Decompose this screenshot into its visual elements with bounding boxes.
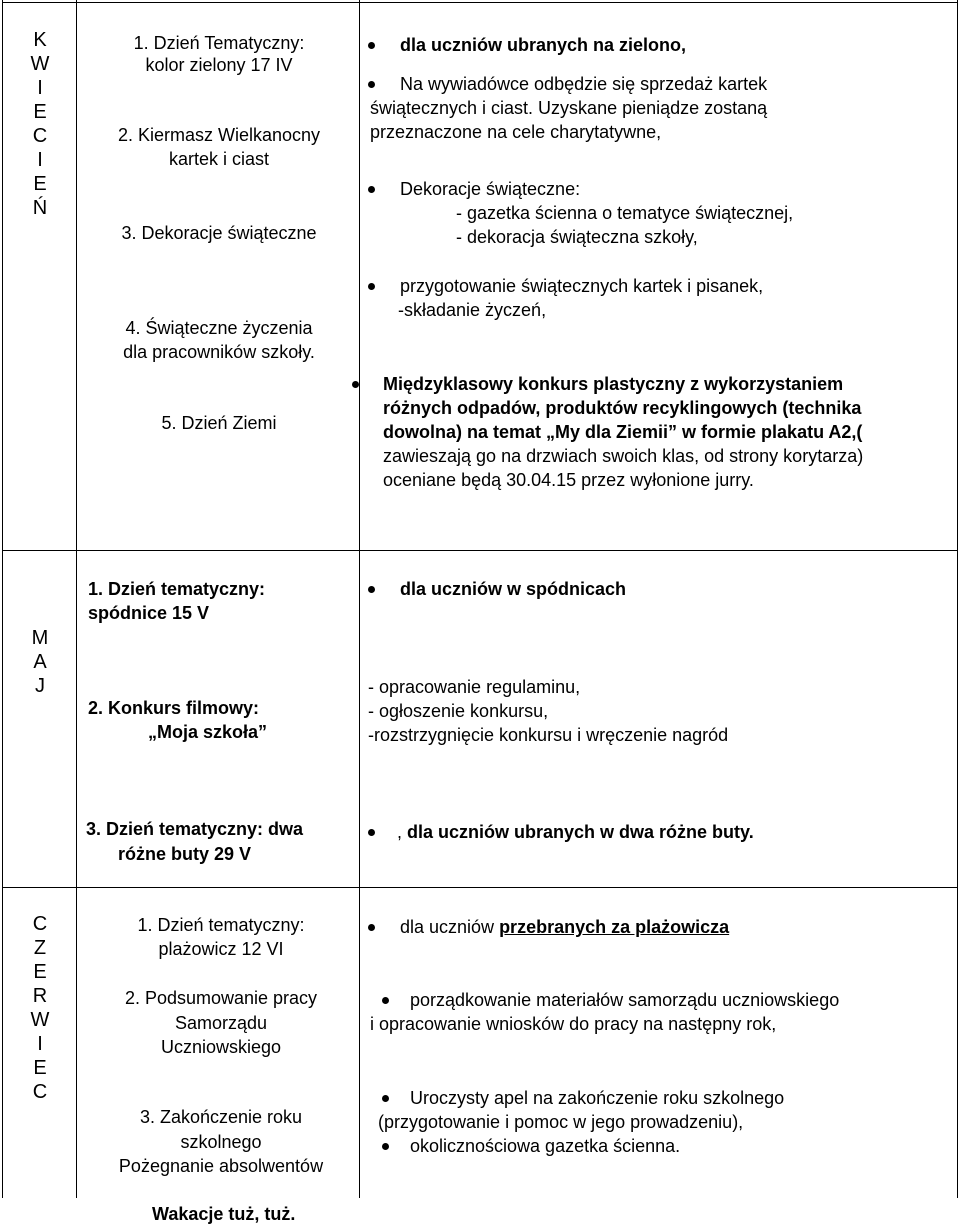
bullet xyxy=(382,997,389,1004)
event-title: plażowicz 12 VI xyxy=(158,939,284,959)
bullet-text: przygotowanie świątecznych kartek i pisanek, xyxy=(400,276,764,296)
bullet xyxy=(368,81,375,88)
bullet xyxy=(368,829,375,836)
month-letter: Ń xyxy=(32,197,48,219)
month-letter: I xyxy=(37,77,43,99)
bullet-text: , dla uczniów ubranych w dwa różne buty. xyxy=(397,822,754,842)
bullet-text: - dekoracja świąteczna szkoły, xyxy=(456,227,698,247)
event-title: 2. Kiermasz Wielkanocny xyxy=(117,125,321,145)
event-title: Samorządu xyxy=(174,1013,268,1033)
bullet-text: oceniane będą 30.04.15 przez wyłonione jurry. xyxy=(383,470,754,490)
bullet-text: dla uczniów w spódnicach xyxy=(400,579,627,599)
bullet-text: (przygotowanie i pomoc w jego prowadzeniu), xyxy=(378,1112,744,1132)
month-letter: Z xyxy=(33,937,47,959)
contest-step: - opracowanie regulaminu, xyxy=(368,677,581,697)
event-title: kolor zielony 17 IV xyxy=(145,55,293,75)
table-border-top xyxy=(2,2,958,3)
bullet-text: i opracowanie wniosków do pracy na następny rok, xyxy=(370,1014,777,1034)
bullet-text: dla uczniów ubranych na zielono, xyxy=(400,35,687,55)
month-letter: I xyxy=(37,1033,43,1055)
month-letter: I xyxy=(37,149,43,171)
bullet-text: świątecznych i ciast. Uzyskane pieniądze zostaną xyxy=(370,98,768,118)
bullet-text: różnych odpadów, produktów recyklingowych (technika xyxy=(383,398,862,418)
contest-step: - ogłoszenie konkursu, xyxy=(368,701,549,721)
row-divider-1 xyxy=(2,550,958,551)
month-letter: R xyxy=(32,985,48,1007)
event-title: 1. Dzień Tematyczny: xyxy=(133,33,305,53)
event-title: 1. Dzień tematyczny: xyxy=(88,579,266,599)
bullet xyxy=(368,186,375,193)
event-title: Uczniowskiego xyxy=(160,1037,282,1057)
month-letter: J xyxy=(35,675,45,697)
month-letter: E xyxy=(33,101,47,123)
bullet xyxy=(368,283,375,290)
bullet xyxy=(368,586,375,593)
event-title: „Moja szkoła” xyxy=(148,722,268,742)
event-title: dla pracowników szkoły. xyxy=(123,342,315,362)
column-divider-2 xyxy=(359,0,360,1198)
bullet xyxy=(382,1095,389,1102)
bullet-text: Dekoracje świąteczne: xyxy=(400,179,581,199)
bullet-text: Uroczysty apel na zakończenie roku szkolnego xyxy=(410,1088,785,1108)
month-letter: E xyxy=(33,173,47,195)
bullet xyxy=(382,1143,389,1150)
month-letter: M xyxy=(31,627,49,649)
bullet xyxy=(352,381,359,388)
month-letter: C xyxy=(32,913,48,935)
bullet-text: Na wywiadówce odbędzie się sprzedaż kartek xyxy=(400,74,768,94)
bullet xyxy=(368,924,375,931)
bullet xyxy=(368,42,375,49)
bullet-text: przeznaczone na cele charytatywne, xyxy=(370,122,662,142)
bullet-text: -składanie życzeń, xyxy=(398,300,547,320)
bullet-text: dowolna) na temat „My dla Ziemii” w formie plakatu A2,( xyxy=(383,422,863,442)
month-letter: A xyxy=(33,651,47,673)
bullet-text: okolicznościowa gazetka ścienna. xyxy=(410,1136,681,1156)
event-title: różne buty 29 V xyxy=(118,844,252,864)
event-title: 1. Dzień tematyczny: xyxy=(137,915,305,935)
month-letter: C xyxy=(32,1081,48,1103)
event-title: spódnice 15 V xyxy=(88,603,210,623)
bullet-text: dla uczniów przebranych za plażowicza xyxy=(400,917,730,937)
month-letter: E xyxy=(33,1057,47,1079)
event-title: 2. Konkurs filmowy: xyxy=(88,698,260,718)
event-title: 2. Podsumowanie pracy xyxy=(124,988,318,1008)
month-letter: W xyxy=(30,1009,50,1031)
event-title: Pożegnanie absolwentów xyxy=(118,1156,324,1176)
row-divider-2 xyxy=(2,887,958,888)
event-title: 4. Świąteczne życzenia xyxy=(125,318,313,338)
month-letter: C xyxy=(32,125,48,147)
month-letter: E xyxy=(33,961,47,983)
footer-text: Wakacje tuż, tuż. xyxy=(152,1204,296,1224)
bullet-text: - gazetka ścienna o tematyce świątecznej, xyxy=(456,203,794,223)
bullet-text: porządkowanie materiałów samorządu uczniowskiego xyxy=(410,990,840,1010)
event-title: 5. Dzień Ziemi xyxy=(161,413,277,433)
bullet-text: Międzyklasowy konkurs plastyczny z wykorzystaniem xyxy=(383,374,844,394)
table-border-left xyxy=(2,0,3,1198)
event-title: 3. Dzień tematyczny: dwa xyxy=(86,819,304,839)
month-letter: W xyxy=(30,53,50,75)
contest-step: -rozstrzygnięcie konkursu i wręczenie nagród xyxy=(368,725,729,745)
event-title: 3. Dekoracje świąteczne xyxy=(121,223,317,243)
bullet-text: zawieszają go na drzwiach swoich klas, od strony korytarza) xyxy=(383,446,864,466)
column-divider-1 xyxy=(76,0,77,1198)
month-letter: K xyxy=(33,29,47,51)
event-title: kartek i ciast xyxy=(168,149,270,169)
event-title: 3. Zakończenie roku xyxy=(139,1107,303,1127)
table-border-right xyxy=(957,0,958,1198)
event-title: szkolnego xyxy=(180,1132,262,1152)
